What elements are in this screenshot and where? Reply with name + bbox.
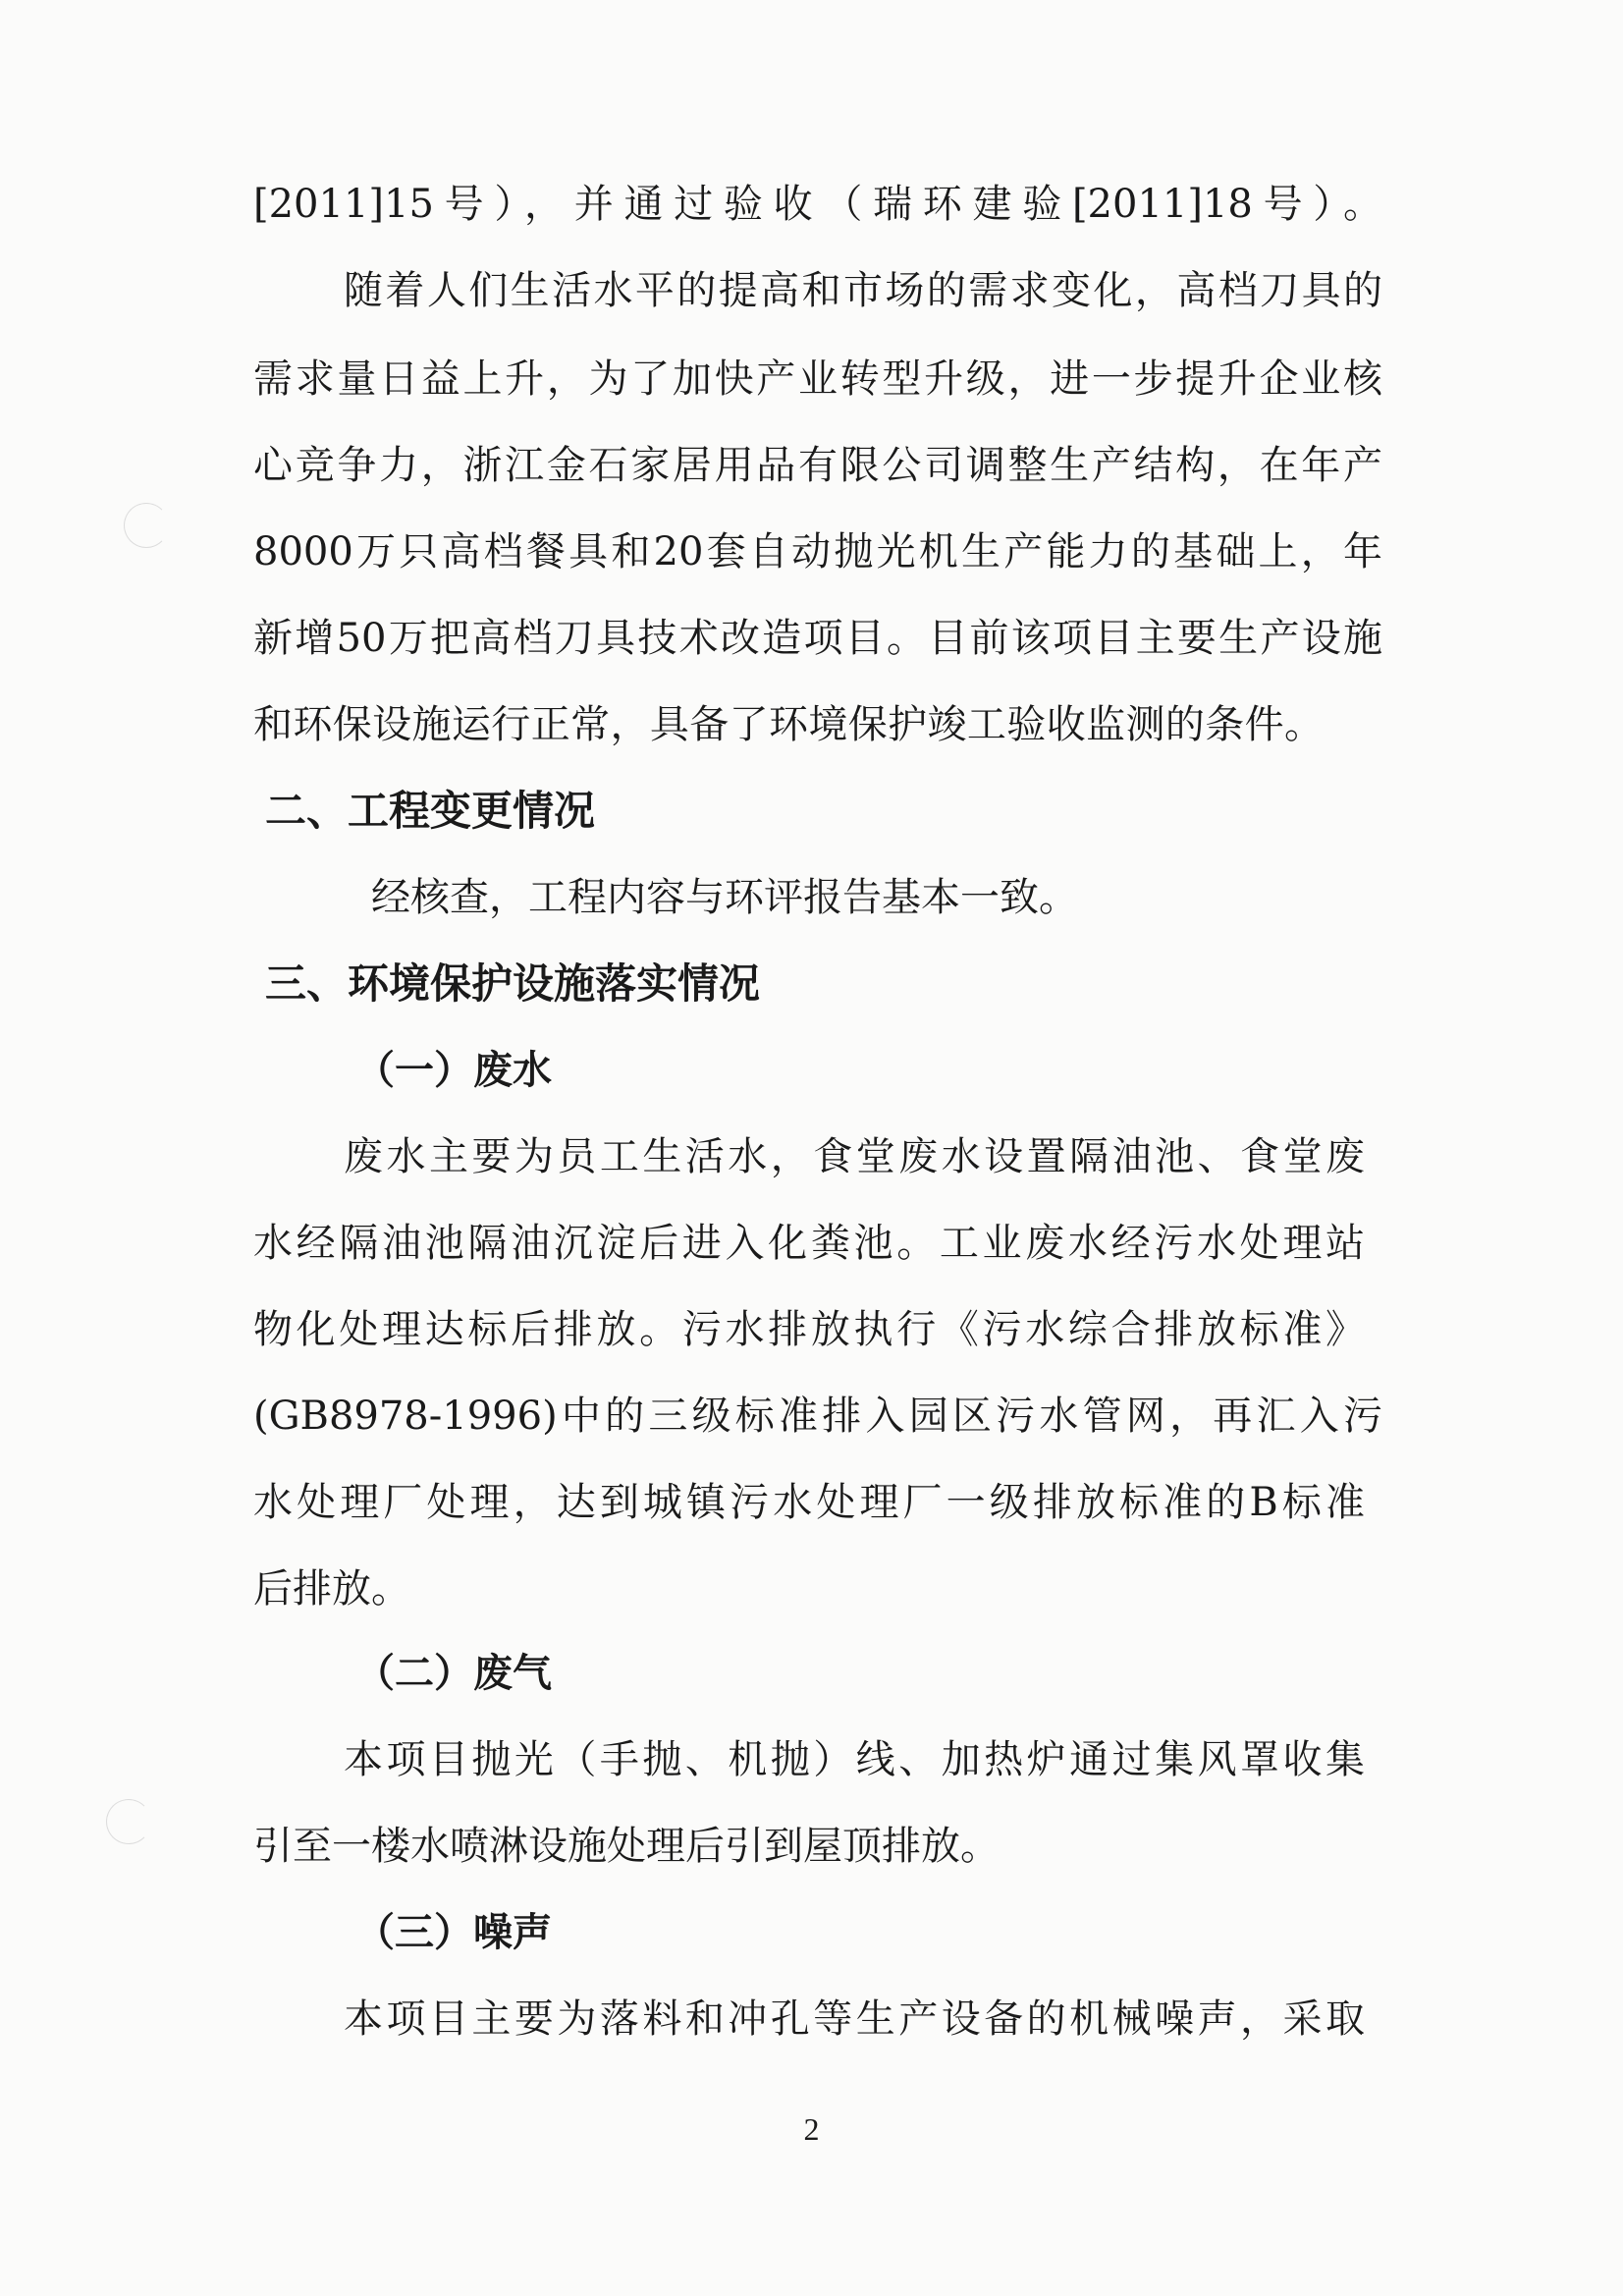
subsection-heading: （二）废气 xyxy=(355,1650,552,1696)
paragraph-line: 8000万只高档餐具和20套自动抛光机生产能力的基础上，年 xyxy=(253,529,1382,574)
paragraph-line: 心竞争力，浙江金石家居用品有限公司调整生产结构，在年产 xyxy=(253,443,1382,488)
page-number: 2 xyxy=(803,2111,820,2147)
paragraph-line: 后排放。 xyxy=(253,1566,410,1612)
paragraph-line: (GB8978-1996)中的三级标准排入园区污水管网，再汇入污 xyxy=(253,1394,1382,1439)
paragraph-line: 废水主要为员工生活水，食堂废水设置隔油池、食堂废 xyxy=(344,1134,1365,1179)
paragraph-line: 水处理厂处理，达到城镇污水处理厂一级排放标准的B标准 xyxy=(253,1480,1365,1525)
paragraph-line: 本项目抛光（手抛、机抛）线、加热炉通过集风罩收集 xyxy=(344,1737,1365,1782)
punch-hole-mark xyxy=(106,1799,151,1844)
paragraph-line: 物化处理达标后排放。污水排放执行《污水综合排放标准》 xyxy=(253,1307,1365,1352)
paragraph-line: 新增50万把高档刀具技术改造项目。目前该项目主要生产设施 xyxy=(253,616,1382,661)
subsection-heading: （一）废水 xyxy=(355,1047,552,1093)
section-heading: 二、工程变更情况 xyxy=(265,787,596,835)
paragraph-line: 水经隔油池隔油沉淀后进入化粪池。工业废水经污水处理站 xyxy=(253,1221,1365,1266)
punch-hole-mark xyxy=(124,503,169,548)
paragraph-line: [2011]15号），并通过验收（瑞环建验[2011]18号）。 xyxy=(253,182,1382,227)
section-heading: 三、环境保护设施落实情况 xyxy=(265,959,761,1008)
paragraph-line: 需求量日益上升，为了加快产业转型升级，进一步提升企业核 xyxy=(253,356,1382,402)
paragraph-line: 和环保设施运行正常，具备了环境保护竣工验收监测的条件。 xyxy=(253,702,1324,747)
paragraph-line: 本项目主要为落料和冲孔等生产设备的机械噪声，采取 xyxy=(344,1996,1365,2042)
subsection-heading: （三）噪声 xyxy=(355,1909,552,1955)
paragraph-line: 随着人们生活水平的提高和市场的需求变化，高档刀具的 xyxy=(344,268,1382,313)
paragraph-line: 经核查，工程内容与环评报告基本一致。 xyxy=(371,875,1078,920)
paragraph-line: 引至一楼水喷淋设施处理后引到屋顶排放。 xyxy=(253,1824,1000,1869)
